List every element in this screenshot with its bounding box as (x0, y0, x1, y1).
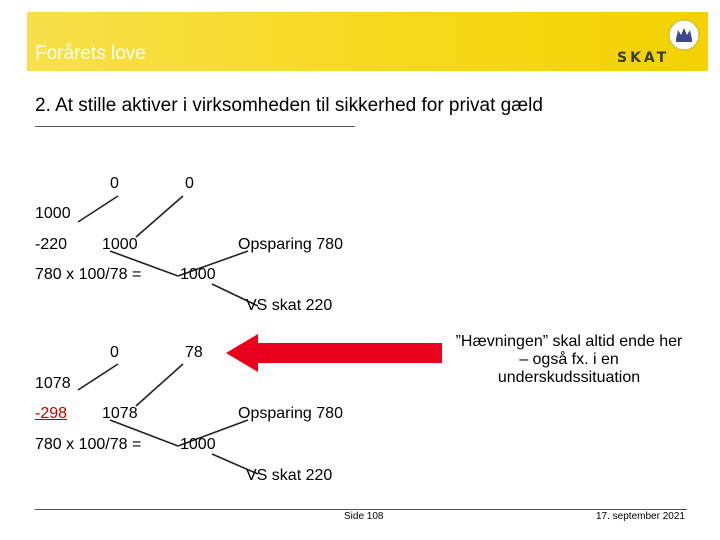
ex1-left-value: 1000 (35, 205, 71, 222)
footer-date: 17. september 2021 (596, 511, 685, 522)
ex1-savings: Opsparing 780 (238, 236, 343, 253)
ex2-tax: VS skat 220 (246, 467, 333, 484)
ex1-minus-value: -220 (35, 236, 68, 253)
ex2-calc: 780 x 100/78 = (35, 436, 142, 453)
ex2-minus-value: -298 (35, 405, 68, 422)
ex1-top-left: 0 (110, 175, 119, 192)
ex1-top-right: 0 (185, 175, 194, 192)
logo-wordmark: SKAT (617, 50, 670, 66)
ex2-top-left: 0 (110, 344, 119, 361)
section-title: Forårets love (35, 43, 146, 64)
ex1-calc: 780 x 100/78 = (35, 266, 142, 283)
ex1-result: 1000 (180, 266, 216, 283)
slide-subtitle: 2. At stille aktiver i virksomheden til sikkerhed for privat gæld (35, 95, 543, 116)
footer-divider (35, 509, 687, 510)
red-arrow-icon (226, 334, 442, 372)
ex2-result: 1000 (180, 436, 216, 453)
ex1-mid-value: 1000 (102, 236, 138, 253)
ex2-top-right: 78 (185, 344, 203, 361)
line (136, 364, 183, 406)
ex2-mid-value: 1078 (102, 405, 138, 422)
line (78, 196, 118, 222)
line (78, 364, 118, 390)
ex1-tax: VS skat 220 (246, 297, 333, 314)
line (136, 196, 183, 237)
ex2-left-value: 1078 (35, 375, 71, 392)
ex2-savings: Opsparing 780 (238, 405, 343, 422)
callout-note: ”Hævningen” skal altid ende her – også fx. i en underskudssituation (455, 333, 683, 386)
page-number: Side 108 (344, 511, 384, 522)
